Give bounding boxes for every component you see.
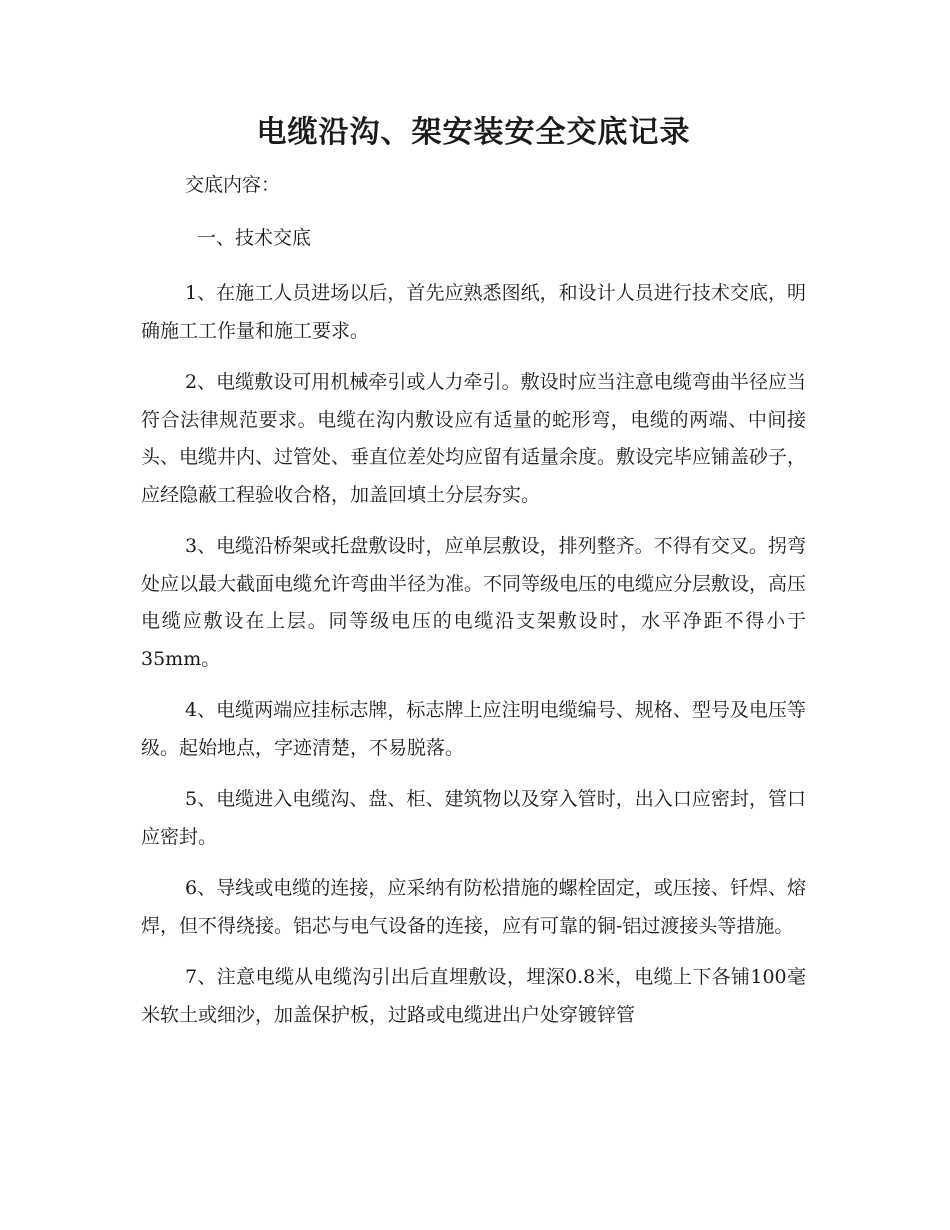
paragraph-7: 7、注意电缆从电缆沟引出后直埋敷设，埋深0.8米，电缆上下各铺100毫米软土或细沙，加盖保护板，过路或电缆进出户处穿镀锌管	[141, 966, 806, 1026]
intro-label: 交底内容：	[185, 174, 281, 196]
paragraph-4: 4、电缆两端应挂标志牌，标志牌上应注明电缆编号、规格、型号及电压等级。起始地点，字迹清楚，不易脱落。	[141, 699, 806, 759]
paragraph-3: 3、电缆沿桥架或托盘敷设时，应单层敷设，排列整齐。不得有交叉。拐弯处应以最大截面电缆允许弯曲半径为准。不同等级电压的电缆应分层敷设，高压电缆应敷设在上层。同等级电压的电缆沿支架敷设时，水平净距不得小于35mm。	[141, 535, 807, 670]
document-page	[141, 113, 806, 1034]
paragraph-6: 6、导线或电缆的连接，应采纳有防松措施的螺栓固定，或压接、钎焊、熔焊，但不得绕接。铝芯与电气设备的连接，应有可靠的铜-铝过渡接头等措施。	[141, 877, 806, 937]
document-title: 电缆沿沟、架安装安全交底记录	[256, 115, 691, 150]
paragraph-1: 1、在施工人员进场以后，首先应熟悉图纸，和设计人员进行技术交底，明确施工工作量和施工要求。	[141, 282, 806, 342]
section-heading: 一、技术交底	[197, 227, 312, 249]
paragraph-5: 5、电缆进入电缆沟、盘、柜、建筑物以及穿入管时，出入口应密封，管口应密封。	[141, 788, 806, 848]
paragraph-2: 2、电缆敷设可用机械牵引或人力牵引。敷设时应当注意电缆弯曲半径应当符合法律规范要求。电缆在沟内敷设应有适量的蛇形弯，电缆的两端、中间接头、电缆井内、过管处、垂直位差处均应留有适量余度。敷设完毕应铺盖砂子，应经隐蔽工程验收合格，加盖回填土分层夯实。	[141, 371, 807, 506]
